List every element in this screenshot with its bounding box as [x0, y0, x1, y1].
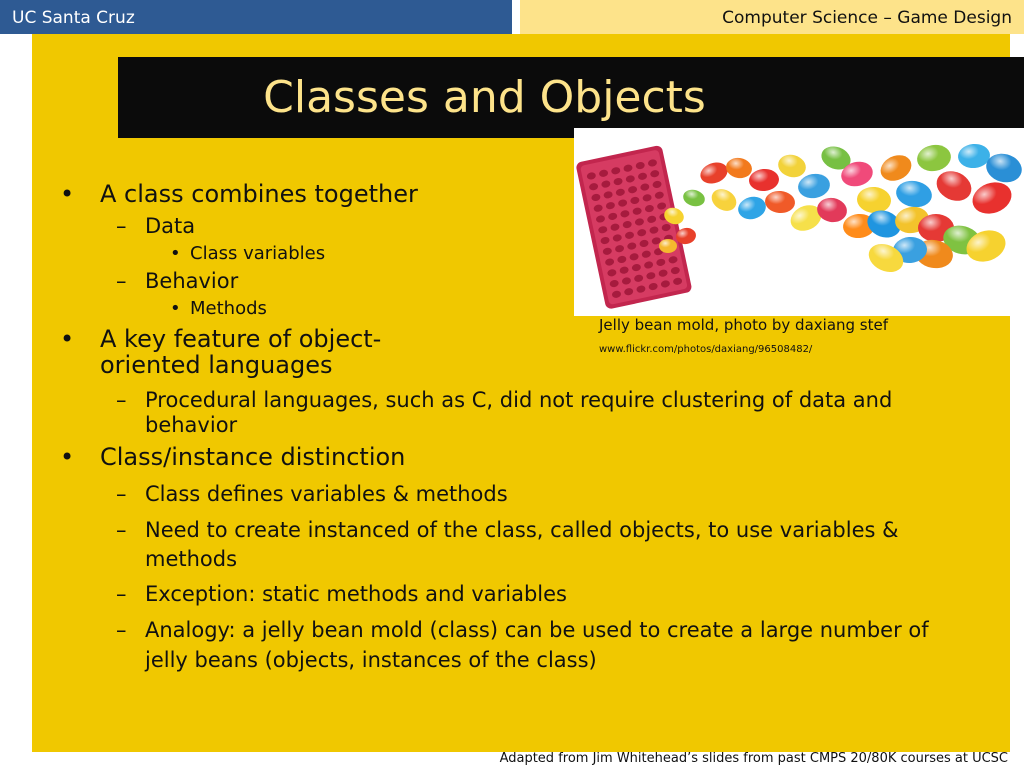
- bullet-item-12-line-2: jelly beans (objects, instances of the class): [145, 648, 597, 672]
- jelly-bean: [764, 190, 796, 215]
- dash-marker: –: [116, 482, 127, 506]
- bullet-marker: •: [60, 180, 75, 208]
- bullet-item-11: Exception: static methods and variables: [145, 582, 567, 606]
- dash-marker: –: [116, 214, 127, 238]
- bullet-item-4: Behavior: [145, 269, 239, 293]
- bullet-item-10-line-1: Need to create instanced of the class, called objects, to use variables &: [145, 518, 899, 542]
- jelly-bean: [915, 142, 953, 174]
- course-label: Computer Science – Game Design: [722, 8, 1012, 28]
- jelly-bean-illustration: [574, 128, 1024, 316]
- bullet-marker: •: [60, 325, 75, 353]
- bullet-item-9: Class defines variables & methods: [145, 482, 508, 506]
- jelly-bean: [968, 177, 1016, 219]
- attribution-footer: Adapted from Jim Whitehead’s slides from past CMPS 20/80K courses at UCSC: [499, 751, 1008, 766]
- jelly-bean: [776, 152, 809, 180]
- bullet-item-1: A class combines together: [100, 180, 418, 208]
- jelly-bean: [681, 187, 706, 208]
- dash-marker: –: [116, 269, 127, 293]
- jelly-bean: [876, 150, 915, 185]
- bullet-marker: •: [170, 243, 181, 264]
- bullet-item-7-line-2: behavior: [145, 413, 238, 437]
- institution-label: UC Santa Cruz: [12, 8, 135, 28]
- bullet-item-8: Class/instance distinction: [100, 443, 406, 471]
- bullet-item-5: Methods: [190, 298, 267, 319]
- jelly-bean: [748, 168, 780, 193]
- bullet-marker: •: [60, 443, 75, 471]
- bullet-item-10-line-2: methods: [145, 547, 238, 571]
- jelly-bean: [697, 159, 730, 187]
- dash-marker: –: [116, 618, 127, 642]
- bullet-marker: •: [170, 298, 181, 319]
- jelly-bean: [957, 143, 991, 170]
- bullet-item-3: Class variables: [190, 243, 326, 264]
- slide-title: Classes and Objects: [263, 72, 706, 123]
- jelly-bean: [856, 186, 892, 215]
- jelly-bean: [659, 239, 677, 253]
- dash-marker: –: [116, 582, 127, 606]
- photo-credit-url: www.flickr.com/photos/daxiang/96508482/: [599, 344, 813, 355]
- bullet-item-6-line-1: A key feature of object-: [100, 325, 382, 353]
- jelly-bean: [796, 171, 832, 200]
- dash-marker: –: [116, 518, 127, 542]
- bullet-item-6-line-2: oriented languages: [100, 351, 333, 379]
- photo-caption: Jelly bean mold, photo by daxiang stef: [599, 316, 889, 334]
- header-right-band: [520, 0, 1024, 34]
- jelly-bean-photo: [574, 128, 1024, 316]
- jelly-bean: [724, 156, 753, 180]
- mold-tray-shape: [575, 145, 692, 310]
- bullet-item-2: Data: [145, 214, 196, 238]
- header-left-band: [0, 0, 512, 34]
- jelly-bean: [932, 166, 976, 207]
- dash-marker: –: [116, 388, 127, 412]
- jelly-bean: [708, 185, 741, 215]
- bullet-item-7-line-1: Procedural languages, such as C, did not require clustering of data and: [145, 388, 893, 412]
- jelly-bean: [894, 178, 934, 210]
- jelly-bean: [736, 194, 769, 222]
- bullet-item-12-line-1: Analogy: a jelly bean mold (class) can be used to create a large number of: [145, 618, 929, 642]
